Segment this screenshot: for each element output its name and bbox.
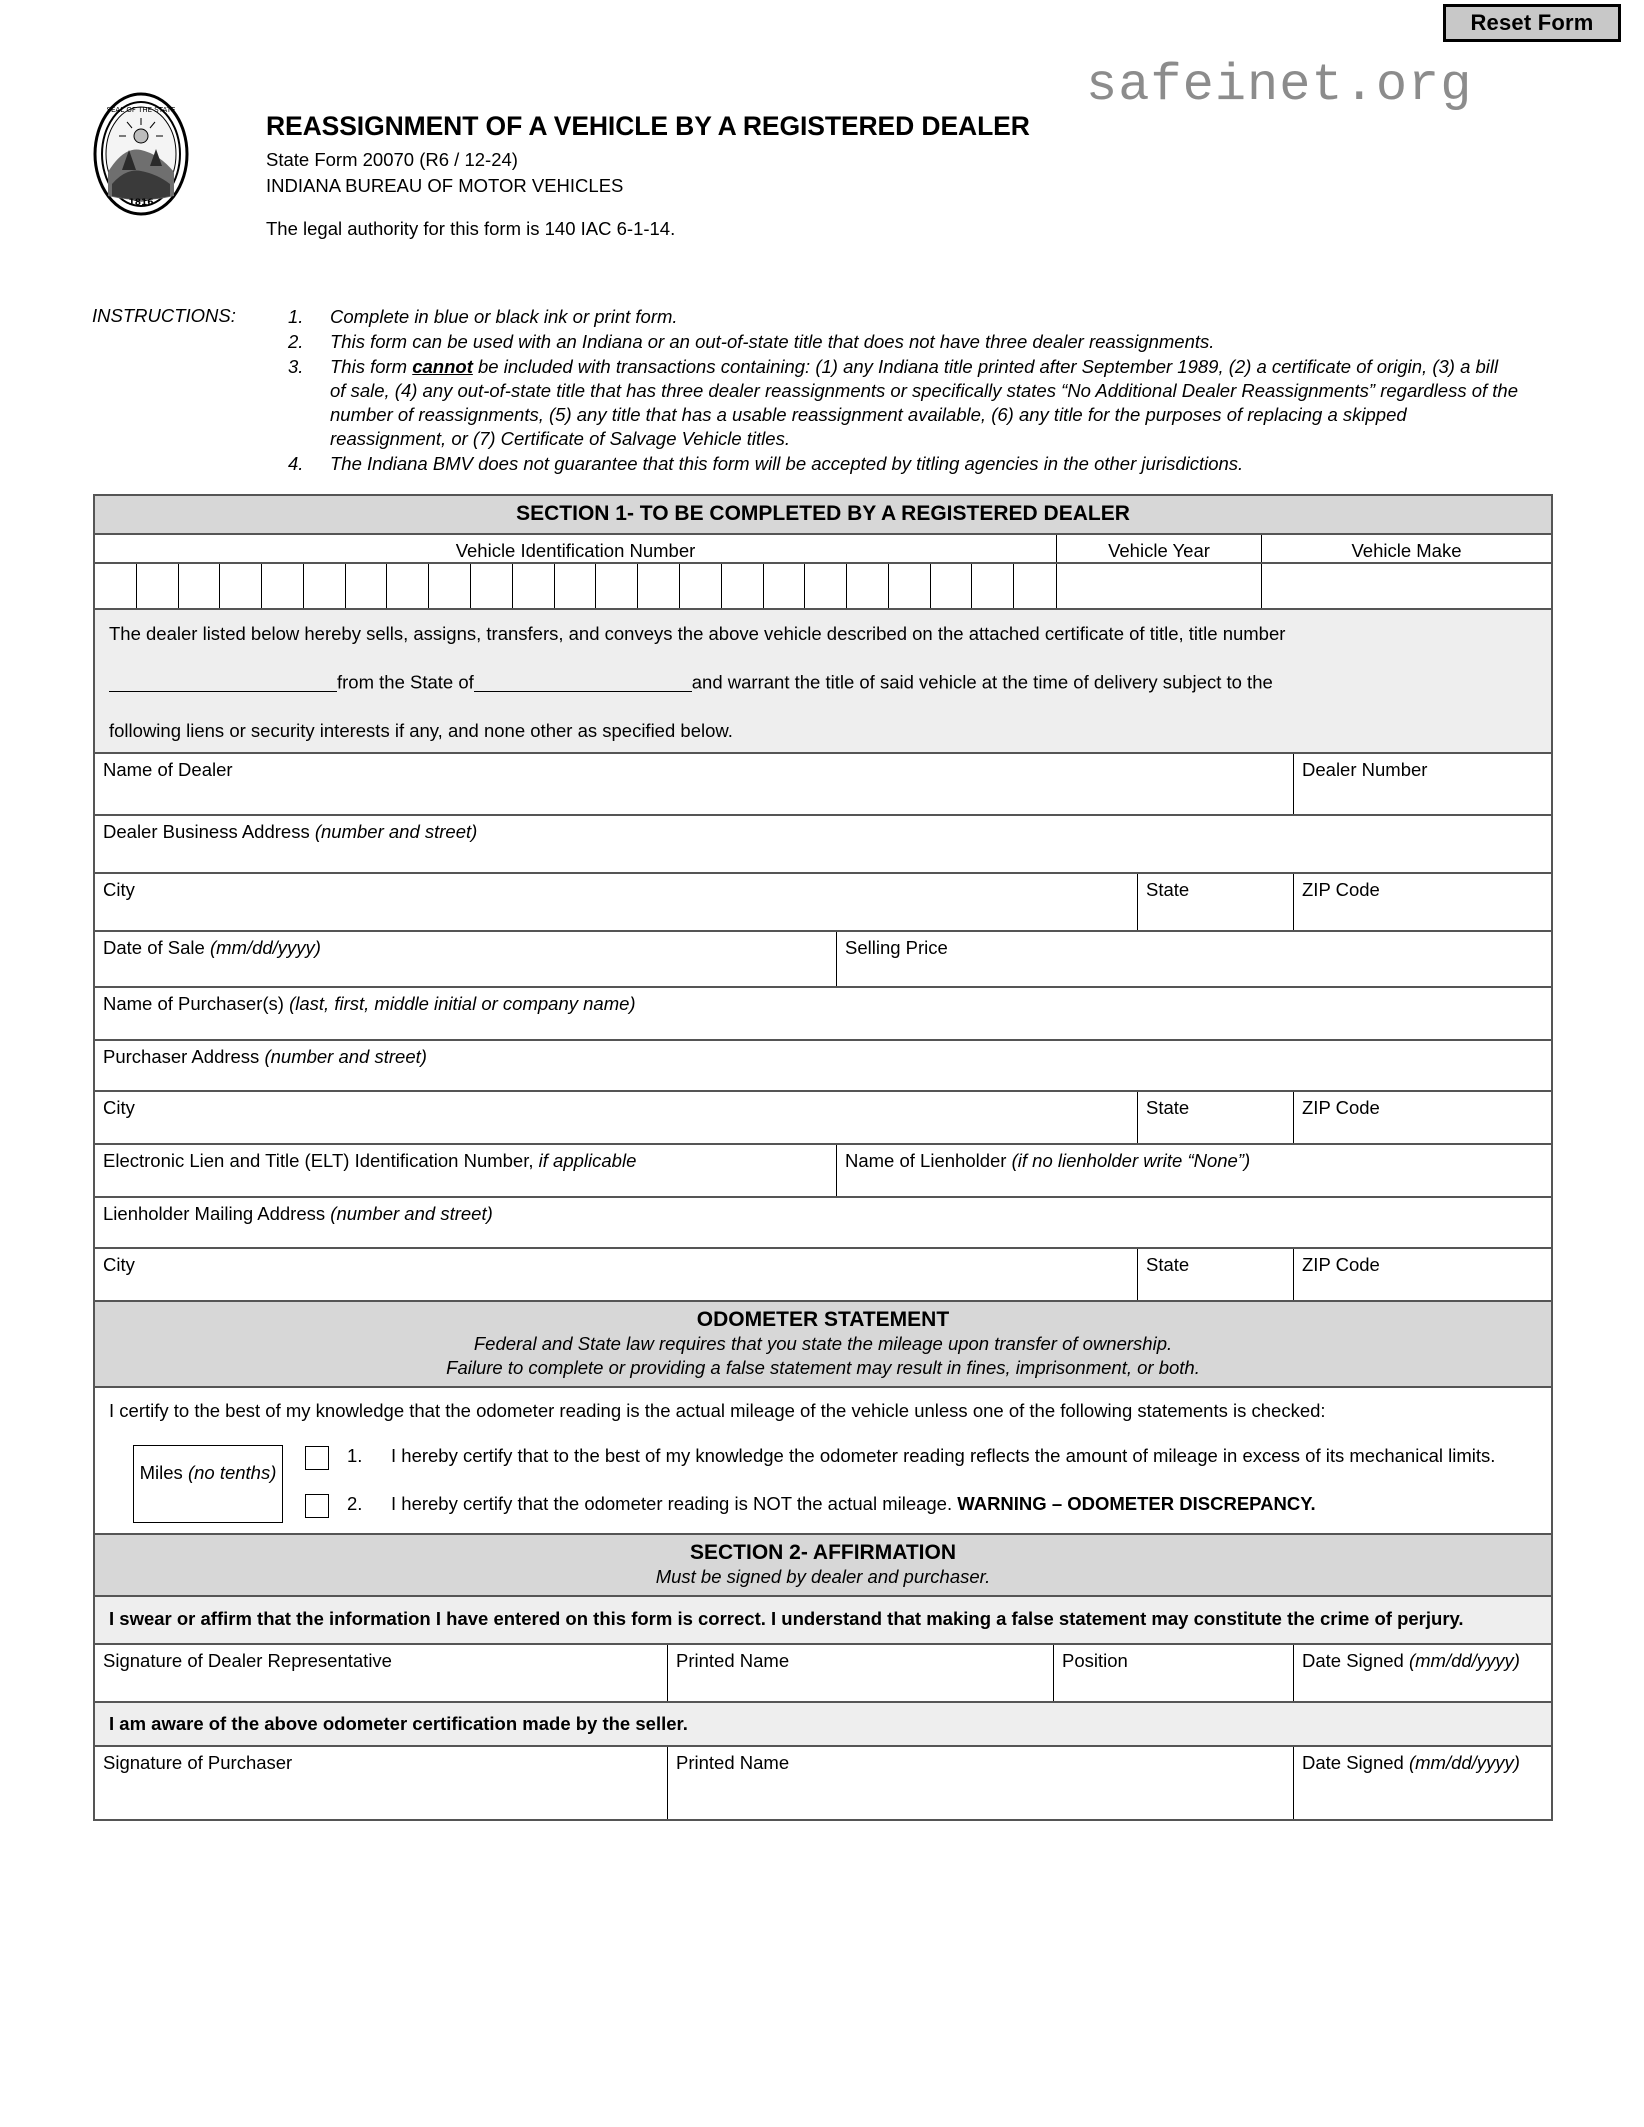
vin-box[interactable] (304, 564, 346, 608)
watermark-text: safeinet.org (1086, 56, 1473, 115)
svg-text:SEAL OF THE STATE: SEAL OF THE STATE (106, 106, 176, 114)
lienholder-zip-label: ZIP Code (1302, 1254, 1380, 1276)
vin-box[interactable] (513, 564, 555, 608)
purchaser-date-signed-label (1302, 1752, 1551, 1774)
purchaser-city-label: City (103, 1097, 135, 1119)
miles-input-box[interactable] (133, 1445, 283, 1523)
state-blank[interactable] (474, 672, 692, 692)
elt-number-label (103, 1150, 836, 1172)
dealer-position-label: Position (1062, 1649, 1128, 1671)
dealer-date-signed-field[interactable] (1294, 1645, 1551, 1701)
vehicle-year-header-cell (1057, 535, 1262, 562)
purchaser-zip-field[interactable] (1294, 1092, 1551, 1143)
instruction-text: Complete in blue or black ink or print form. (330, 306, 678, 327)
affirmation-text: I swear or affirm that the information I have entered on this form is correct. I understand that making a false statement may constitute the crime of perjury. (95, 1597, 1551, 1643)
name-of-lienholder-hint: (if no lienholder write “None”) (1011, 1150, 1251, 1172)
dealer-zip-label: ZIP Code (1302, 879, 1380, 901)
dealer-position-field[interactable] (1054, 1645, 1294, 1701)
vehicle-header-row (95, 535, 1551, 564)
odometer-option-2 (305, 1493, 1537, 1518)
reset-form-button[interactable] (1443, 4, 1621, 42)
vin-boxes-group (95, 564, 1056, 608)
section2-subtitle: Must be signed by dealer and purchaser. (655, 1565, 991, 1587)
instruction-text-before: This form (330, 356, 413, 378)
dealer-zip-field[interactable] (1294, 874, 1551, 930)
purchaser-state-field[interactable] (1138, 1092, 1294, 1143)
conveyance-line3: following liens or security interests if any, and none other as specified below. (109, 719, 733, 741)
date-of-sale-hint: (mm/dd/yyyy) (209, 937, 321, 959)
odometer-option-1-text: I hereby certify that to the best of my knowledge the odometer reading reflects the amount of mileage in excess of its mechanical limits. (391, 1444, 1496, 1466)
instruction-text (330, 355, 1518, 451)
vin-box[interactable] (220, 564, 262, 608)
vin-box[interactable] (471, 564, 513, 608)
name-of-lienholder-label-text: Name of Lienholder (845, 1150, 1007, 1172)
vin-box[interactable] (847, 564, 889, 608)
dealer-city-row (95, 874, 1551, 932)
instruction-text: The Indiana BMV does not guarantee that this form will be accepted by titling agencies in the other jurisdictions. (330, 453, 1244, 475)
form-table (93, 494, 1553, 1821)
purchaser-state-label: State (1146, 1097, 1190, 1119)
vin-box[interactable] (931, 564, 973, 608)
conveyance-line2 (109, 672, 1537, 692)
odometer-title: ODOMETER STATEMENT (696, 1308, 950, 1332)
vin-box[interactable] (346, 564, 388, 608)
odometer-option-1-number: 1. (347, 1444, 363, 1466)
odometer-discrepancy-warning: WARNING – ODOMETER DISCREPANCY. (957, 1492, 1316, 1514)
vin-box[interactable] (638, 564, 680, 608)
instructions-list (288, 305, 1518, 477)
legal-authority: The legal authority for this form is 140 IAC 6-1-14. (266, 218, 676, 239)
dealer-state-field[interactable] (1138, 874, 1294, 930)
dealer-business-address-label-text: Dealer Business Address (103, 821, 310, 843)
state-seal-icon (92, 92, 190, 216)
selling-price-label: Selling Price (845, 937, 948, 959)
elt-number-hint: if applicable (538, 1150, 637, 1172)
dealer-state-label: State (1146, 879, 1190, 901)
dealer-signature-row (95, 1645, 1551, 1703)
odometer-certify-intro: I certify to the best of my knowledge that the odometer reading is the actual mileage of the vehicle unless one of the following statements is checked: (109, 1400, 1326, 1422)
dealer-business-address-hint: (number and street) (314, 821, 478, 843)
instruction-item (288, 452, 1518, 476)
odometer-band-row (95, 1302, 1551, 1388)
agency-name: INDIANA BUREAU OF MOTOR VEHICLES (266, 175, 624, 197)
vin-box[interactable] (95, 564, 137, 608)
section1-title: SECTION 1- TO BE COMPLETED BY A REGISTERED DEALER (516, 502, 1130, 525)
instruction-item (288, 355, 1518, 451)
dealer-date-signed-hint: (mm/dd/yyyy) (1408, 1649, 1520, 1671)
purchaser-signature-label: Signature of Purchaser (103, 1751, 293, 1773)
dealer-number-label: Dealer Number (1302, 759, 1428, 781)
odometer-subtitle-1: Federal and State law requires that you state the mileage upon transfer of ownership. (473, 1333, 1173, 1355)
purchaser-name-row (95, 988, 1551, 1041)
purchaser-address-row (95, 1041, 1551, 1092)
aware-row (95, 1703, 1551, 1747)
page-title: REASSIGNMENT OF A VEHICLE BY A REGISTERED DEALER (266, 111, 1030, 141)
vin-box[interactable] (972, 564, 1014, 608)
vehicle-make-input[interactable] (1262, 564, 1551, 608)
odometer-option-1 (305, 1445, 1537, 1470)
miles-label: Miles (139, 1461, 183, 1483)
name-of-purchasers-hint: (last, first, middle initial or company name) (289, 993, 636, 1015)
vin-box[interactable] (387, 564, 429, 608)
vin-box[interactable] (596, 564, 638, 608)
conveyance-line2-end: and warrant the title of said vehicle at the time of delivery subject to the (691, 671, 1273, 693)
dealer-signature-field[interactable] (95, 1645, 668, 1701)
title-number-blank[interactable] (109, 672, 337, 692)
odometer-checkbox-2[interactable] (305, 1494, 329, 1518)
vehicle-year-label: Vehicle Year (1108, 540, 1210, 561)
vin-header-cell (95, 535, 1057, 562)
dealer-signature-label: Signature of Dealer Representative (103, 1649, 392, 1671)
instruction-number: 4. (288, 453, 304, 475)
odometer-body (95, 1388, 1551, 1532)
date-of-sale-label (103, 937, 836, 959)
odometer-option-2-text (391, 1493, 1537, 1516)
dealer-date-signed-label-text: Date Signed (1302, 1649, 1404, 1671)
vehicle-input-row (95, 564, 1551, 610)
section1-band-row (95, 496, 1551, 535)
purchaser-city-field[interactable] (95, 1092, 1138, 1143)
conveyance-line1: The dealer listed below hereby sells, assigns, transfers, and conveys the above vehicle described on the attached certificate of title, title number (109, 623, 1286, 645)
aware-text: I am aware of the above odometer certification made by the seller. (95, 1703, 1551, 1745)
vin-box[interactable] (722, 564, 764, 608)
name-of-purchasers-label (103, 993, 1551, 1015)
name-of-lienholder-field[interactable] (837, 1145, 1551, 1196)
name-of-lienholder-label (845, 1150, 1551, 1172)
odometer-checkbox-1[interactable] (305, 1446, 329, 1470)
purchaser-date-signed-hint: (mm/dd/yyyy) (1408, 1751, 1520, 1773)
lienholder-mailing-address-hint: (number and street) (330, 1203, 493, 1225)
dealer-address-row (95, 816, 1551, 874)
name-of-purchasers-field[interactable] (95, 988, 1551, 1039)
dealer-name-row (95, 754, 1551, 816)
name-of-dealer-label: Name of Dealer (103, 759, 233, 781)
dealer-city-field[interactable] (95, 874, 1138, 930)
dealer-number-field[interactable] (1294, 754, 1551, 814)
lienholder-mailing-address-field[interactable] (95, 1198, 1551, 1247)
name-of-dealer-field[interactable] (95, 754, 1294, 814)
instruction-number: 2. (288, 331, 304, 353)
sale-row (95, 932, 1551, 988)
lienholder-mailing-address-label (103, 1203, 1551, 1225)
conveyance-line2-mid: from the State of (337, 671, 474, 693)
conveyance-block (95, 610, 1551, 752)
instruction-emphasis: cannot (412, 356, 473, 378)
purchaser-city-row (95, 1092, 1551, 1145)
purchaser-date-signed-label-text: Date Signed (1302, 1751, 1404, 1773)
instruction-item (288, 305, 1518, 329)
instruction-item (288, 330, 1518, 354)
purchaser-address-label-text: Purchaser Address (103, 1046, 260, 1068)
purchaser-date-signed-field[interactable] (1294, 1747, 1551, 1819)
lienholder-state-label: State (1146, 1254, 1190, 1276)
section2-title: SECTION 2- AFFIRMATION (690, 1540, 956, 1564)
odometer-subtitle-2: Failure to complete or providing a false statement may result in fines, imprisonment, or both. (446, 1356, 1200, 1378)
vin-box[interactable] (1014, 564, 1056, 608)
conveyance-row (95, 610, 1551, 754)
vin-label: Vehicle Identification Number (455, 540, 696, 561)
purchaser-address-field[interactable] (95, 1041, 1551, 1090)
purchaser-printed-name-field[interactable] (668, 1747, 1294, 1819)
lienholder-city-row (95, 1249, 1551, 1302)
instructions-label: INSTRUCTIONS: (92, 305, 236, 326)
lien-row (95, 1145, 1551, 1198)
date-of-sale-label-text: Date of Sale (103, 937, 205, 959)
dealer-printed-name-label: Printed Name (676, 1649, 790, 1671)
odometer-options (305, 1445, 1537, 1523)
vehicle-make-header-cell (1262, 535, 1551, 562)
purchaser-printed-name-label: Printed Name (676, 1751, 790, 1773)
purchaser-address-hint: (number and street) (264, 1046, 427, 1068)
vin-box[interactable] (764, 564, 806, 608)
vin-box[interactable] (137, 564, 179, 608)
purchaser-address-label (103, 1046, 1551, 1068)
selling-price-field[interactable] (837, 932, 1551, 986)
vin-box[interactable] (555, 564, 597, 608)
name-of-purchasers-label-text: Name of Purchaser(s) (103, 993, 284, 1015)
purchaser-zip-label: ZIP Code (1302, 1097, 1380, 1119)
svg-text:1816: 1816 (128, 198, 154, 208)
lienholder-zip-field[interactable] (1294, 1249, 1551, 1300)
dealer-city-label: City (103, 879, 135, 901)
vin-box[interactable] (805, 564, 847, 608)
form-number: State Form 20070 (R6 / 12-24) (266, 149, 518, 171)
instruction-number: 1. (288, 306, 304, 327)
affirmation-row (95, 1597, 1551, 1645)
odometer-body-row (95, 1388, 1551, 1534)
vin-boxes-cell (95, 564, 1057, 608)
vin-box[interactable] (262, 564, 304, 608)
vin-box[interactable] (889, 564, 931, 608)
lienholder-city-field[interactable] (95, 1249, 1138, 1300)
header-block (266, 112, 1166, 200)
odometer-option-2-number: 2. (347, 1492, 363, 1514)
instruction-number: 3. (288, 356, 304, 378)
lienholder-mailing-address-label-text: Lienholder Mailing Address (103, 1203, 326, 1225)
lienholder-state-field[interactable] (1138, 1249, 1294, 1300)
date-of-sale-field[interactable] (95, 932, 837, 986)
vehicle-make-label: Vehicle Make (1351, 540, 1462, 561)
reset-form-label: Reset Form (1470, 10, 1594, 35)
dealer-printed-name-field[interactable] (668, 1645, 1054, 1701)
vehicle-year-input[interactable] (1057, 564, 1262, 608)
odometer-option-2-main: I hereby certify that the odometer reading is NOT the actual mileage. (391, 1492, 958, 1514)
lienholder-address-row (95, 1198, 1551, 1249)
vin-box[interactable] (179, 564, 221, 608)
dealer-business-address-label (103, 821, 1551, 843)
dealer-business-address-field[interactable] (95, 816, 1551, 872)
elt-number-field[interactable] (95, 1145, 837, 1196)
elt-number-label-text: Electronic Lien and Title (ELT) Identification Number, (103, 1150, 534, 1172)
vin-box[interactable] (429, 564, 471, 608)
vin-box[interactable] (680, 564, 722, 608)
purchaser-signature-row (95, 1747, 1551, 1819)
purchaser-signature-field[interactable] (95, 1747, 668, 1819)
section2-band-row (95, 1535, 1551, 1598)
lienholder-city-label: City (103, 1254, 135, 1276)
dealer-date-signed-label (1302, 1650, 1551, 1672)
instruction-text-after: be included with transactions containing: (1) any Indiana title printed after September 1989, (2) a certificate of origin, (3) a bill of sale, (4) any out-of-state title that has three dealer reassignments or specifically states “No Additional Dealer Reassignments” regardless of the number of reassignments, (5) any title that has a usable reassignment available, (6) any title for the purposes of replacing a skipped reassignment, or (7) Certificate of Salvage Vehicle titles. (330, 356, 1519, 450)
instruction-text: This form can be used with an Indiana or an out-of-state title that does not have three dealer reassignments. (330, 331, 1215, 353)
miles-hint: (no tenths) (187, 1461, 277, 1483)
